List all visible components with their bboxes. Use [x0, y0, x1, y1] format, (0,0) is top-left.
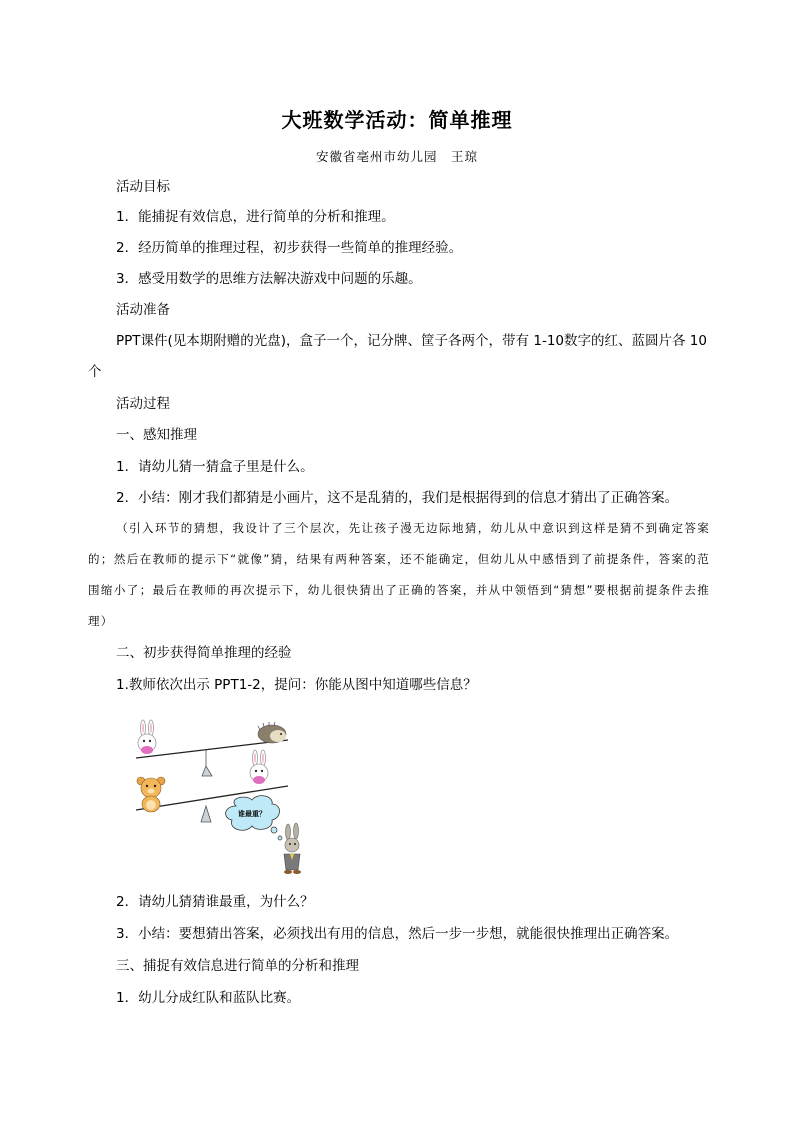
bubble-text: 谁最重？: [238, 810, 266, 818]
prep-paragraph: [88, 326, 710, 388]
hedgehog-icon: [258, 722, 286, 743]
part3-heading: 三、捕捉有效信息进行简单的分析和推理: [116, 958, 359, 974]
goal-item-3: 3．感受用数学的思维方法解决游戏中问题的乐趣。: [116, 271, 422, 287]
author-line: 安徽省亳州市幼儿园 王琼: [315, 149, 478, 164]
goal-item-1: 1．能捕捉有效信息，进行简单的分析和推理。: [116, 209, 395, 225]
part1-note: [88, 513, 710, 637]
rabbit-icon: [138, 720, 156, 754]
prep-text: PPT课件(见本期附赠的光盘)，盒子一个，记分牌、筐子各两个，带有 1-10数字的红、蓝圆片各 10个: [88, 333, 707, 380]
part2-item-1: 1.教师依次出示 PPT1-2，提问：你能从图中知道哪些信息？: [116, 677, 477, 693]
part2-item-2: 2．请幼儿猜猜谁最重，为什么？: [116, 894, 314, 910]
part1-item-2: 2．小结：刚才我们都猜是小画片，这不是乱猜的，我们是根据得到的信息才猜出了正确答案。: [116, 490, 679, 506]
seesaw-illustration: [128, 718, 328, 876]
section-heading-goals: 活动目标: [116, 179, 170, 195]
thinking-rabbit-icon: [284, 823, 301, 874]
part1-note-text: （引入环节的猜想，我设计了三个层次，先让孩子漫无边际地猜，幼儿从中意识到这样是猜不到确定答案的；然后在教师的提示下“就像”猜，结果有两种答案，还不能确定，但幼儿从中感悟到了前提条件，答案的范围缩小了；最后在教师的再次提示下，幼儿很快猜出了正确的答案，并从中领悟到“猜想”要根据前提条件去推理）: [88, 521, 710, 628]
part2-item-3: 3．小结：要想猜出答案，必须找出有用的信息，然后一步一步想，就能很快推理出正确答案。: [116, 926, 679, 942]
bear-icon: [137, 777, 165, 812]
page-title: 大班数学活动：简单推理: [281, 108, 513, 132]
part2-heading: 二、初步获得简单推理的经验: [116, 645, 292, 661]
part1-heading: 一、感知推理: [116, 427, 197, 443]
thought-bubble: [226, 796, 282, 840]
goal-item-2: 2．经历简单的推理过程，初步获得一些简单的推理经验。: [116, 240, 463, 256]
rabbit-icon-2: [250, 750, 268, 784]
section-heading-prep: 活动准备: [116, 302, 170, 318]
part1-item-1: 1．请幼儿猜一猜盒子里是什么。: [116, 459, 314, 475]
section-heading-process: 活动过程: [116, 396, 170, 412]
part3-item-1: 1．幼儿分成红队和蓝队比赛。: [116, 990, 301, 1006]
